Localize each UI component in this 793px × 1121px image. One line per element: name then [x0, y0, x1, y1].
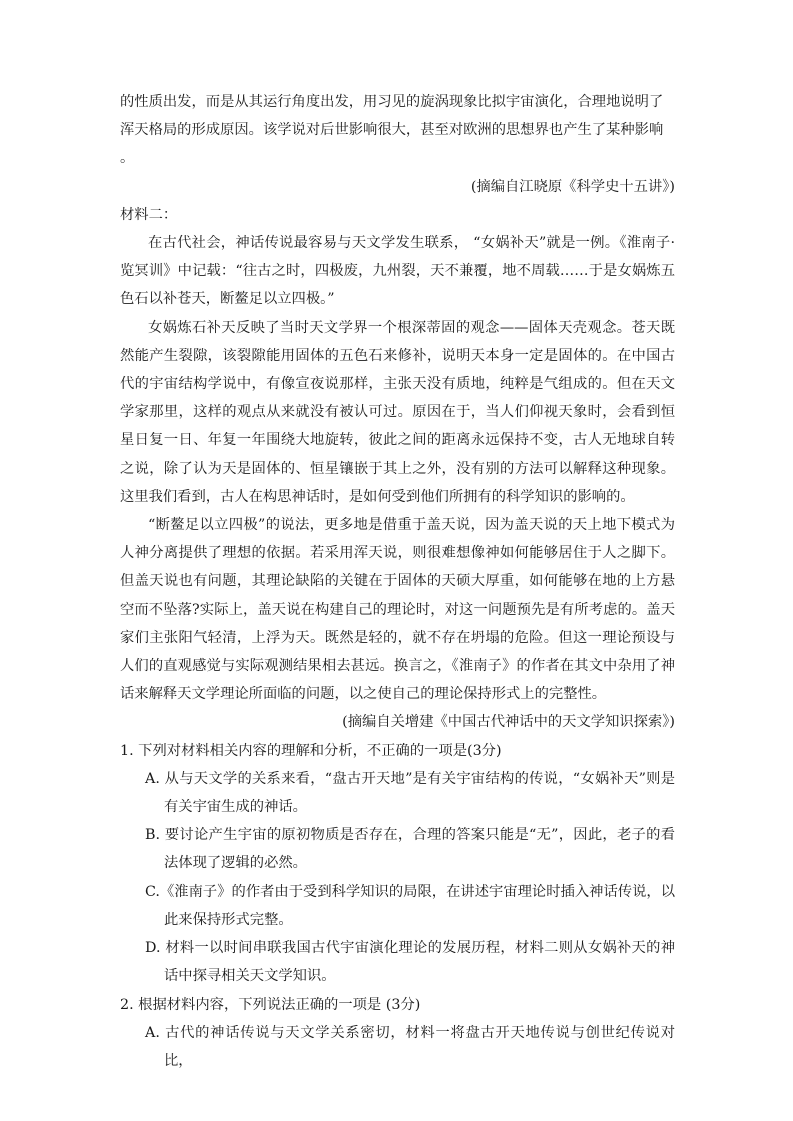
material-one-line-3: 。: [120, 150, 135, 167]
material-two-paragraph-2: 女娲炼石补天反映了当时天文学界一个根深蒂固的观念——固体天壳观念。苍天既然能产生裂隙，该裂隙能用固体的五色石来修补，说明天本身一定是固体的。在中国古代的宇宙结构学说中，有像宣夜说那样，主张天没有质地，纯粹是气组成的。但在天文学家那里，这样的观点从来就没有被认可过。原因在于，当人们仰视天象时，会看到恒星日复一日、年复一年围绕大地旋转，彼此之间的距离永远保持不变，古人无地球自转之说，除了认为天是固体的、恒星镶嵌于其上之外，没有别的方法可以解释这种现象。这里我们看到，古人在构思神话时，是如何受到他们所拥有的科学知识的影响的。: [120, 319, 675, 505]
material-two-source: (摘编自关增建《中国古代神话中的天文学知识探索》): [342, 714, 675, 731]
question-1-option-a: A. 从与天文学的关系来看，“盘古开天地”是有关宇宙结构的传说，“女娲补天”则是有关宇宙生成的神话。: [145, 770, 675, 816]
text-column: [120, 88, 675, 1075]
question-2-option-a: A. 古代的神话传说与天文学关系密切，材料一将盘古开天地传说与创世纪传说对比，: [145, 1024, 675, 1069]
material-two-paragraph-1: 在古代社会，神话传说最容易与天文学发生联系， “女娲补天”就是一例。《淮南子·览冥训》中记载：“往古之时，四极废，九州裂，天不兼覆，地不周载……于是女娲炼五色石以补苍天，断鳌足以立四极。”: [120, 235, 675, 308]
question-2-stem: 2. 根据材料内容，下列说法正确的一项是 (3分): [120, 996, 421, 1013]
question-1-option-d: D. 材料一以时间串联我国古代宇宙演化理论的发展历程，材料二则从女娲补天的神话中探寻相关天文学知识。: [145, 940, 675, 985]
material-one-line-1: 的性质出发，而是从其运行角度出发，用习见的旋涡现象比拟宇宙演化，合理地说明了: [120, 94, 664, 110]
question-1-option-b: B. 要讨论产生宇宙的原初物质是否存在，合理的答案只能是“无”，因此，老子的看法体现了逻辑的必然。: [145, 827, 675, 872]
material-one-line-2: 浑天格局的形成原因。该学说对后世影响很大，甚至对欧洲的思想界也产生了某种影响: [120, 122, 664, 139]
material-two-paragraph-3: “断鳌足以立四极”的说法，更多地是借重于盖天说，因为盖天说的天上地下模式为人神分离提供了理想的依据。若采用浑天说，则很难想像神如何能够居住于人之脚下。但盖天说也有问题，其理论缺陷的关键在于固体的天硕大厚重，如何能够在地的上方悬空而不坠落?实际上，盖天说在构建自己的理论时，对这一问题预先是有所考虑的。盖天家们主张阳气轻清，上浮为天。既然是轻的，就不存在坍塌的危险。但这一理论预设与人们的直观感觉与实际观测结果相去甚远。换言之，《淮南子》的作者在其文中杂用了神话来解释天文学理论所面临的问题，以之使自己的理论保持形式上的完整性。: [120, 517, 675, 703]
material-one-source: (摘编自江晓原《科学史十五讲》): [470, 178, 675, 195]
material-two-heading: 材料二：: [120, 206, 178, 223]
question-1-stem: 1. 下列对材料相关内容的理解和分析，不正确的一项是(3分): [120, 742, 502, 759]
question-1-option-c: C.《淮南子》的作者由于受到科学知识的局限，在讲述宇宙理论时插入神话传说，以此来保持形式完整。: [145, 883, 675, 928]
